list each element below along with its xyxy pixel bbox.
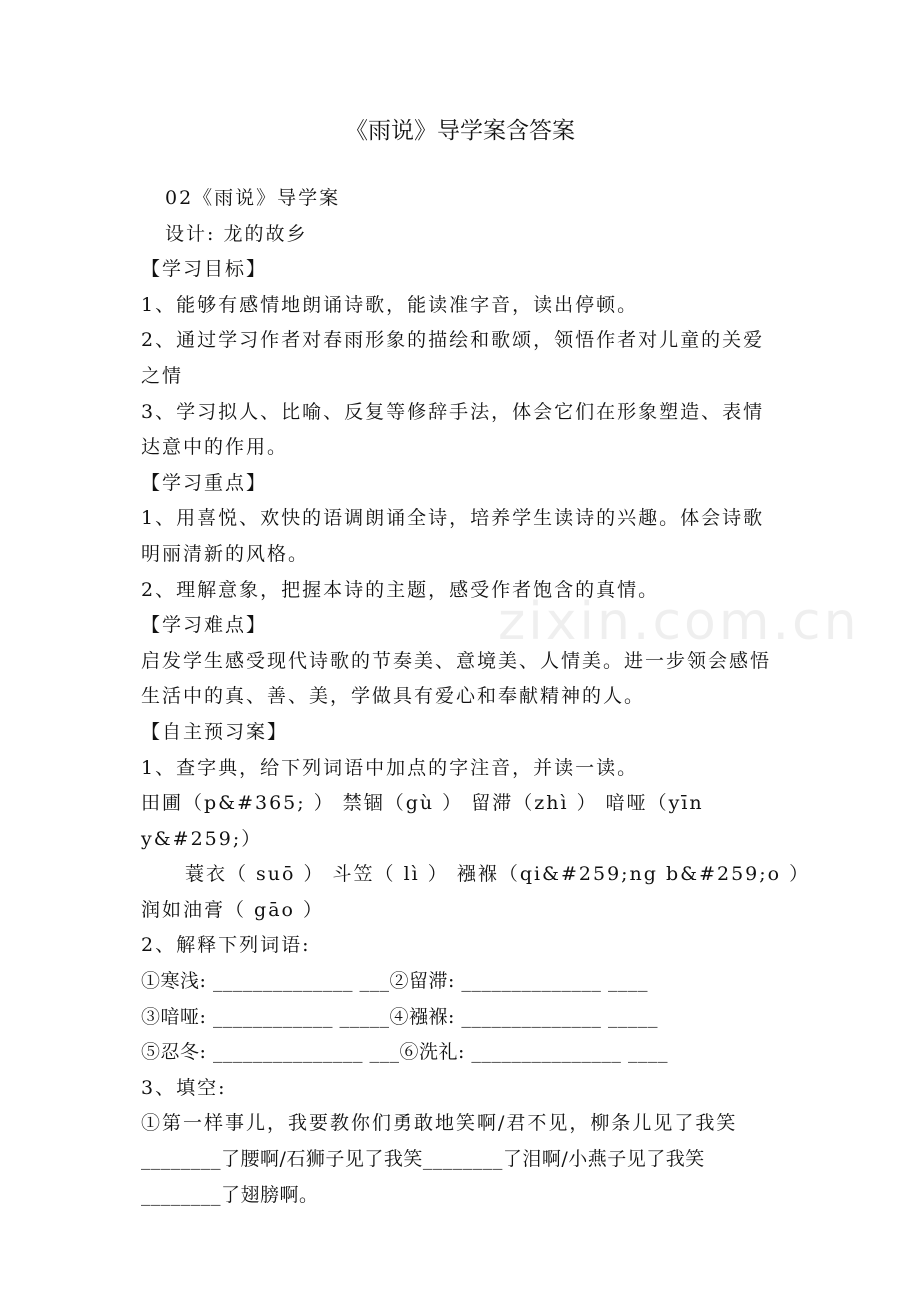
- watermark: zixin.com.cn: [498, 592, 860, 652]
- definition-blank-line: ①寒浅: ______________ ___②留滞: ______________ ____: [141, 970, 648, 993]
- pinyin-line-continuation: y&#259;）: [141, 827, 263, 850]
- fill-blank-line: ①第一样事儿，我要教你们勇敢地笑啊/君不见，柳条儿见了我笑: [141, 1112, 738, 1135]
- fill-blank-line: ________了翅膀啊。: [141, 1183, 319, 1206]
- objective-item: 2、通过学习作者对春雨形象的描绘和歌颂，领悟作者对儿童的关爱: [141, 329, 765, 352]
- pinyin-line: 田圃（p&#365; ） 禁锢（gù ） 留滞（zhì ） 喑哑（yīn: [141, 792, 704, 815]
- definition-blank-line: ⑤忍冬: _______________ ___⑥洗礼: _______________ ____: [141, 1041, 668, 1064]
- objective-item: 3、学习拟人、比喻、反复等修辞手法，体会它们在形象塑造、表情: [141, 400, 765, 423]
- definition-blank-line: ③喑哑: ____________ _____④襁褓: ______________ _____: [141, 1005, 658, 1028]
- section-heading-preview: 【自主预习案】: [141, 720, 289, 743]
- designer-line: 设计: 龙的故乡: [165, 222, 308, 245]
- key-point-item-continuation: 明丽清新的风格。: [141, 542, 310, 565]
- objective-item-continuation: 达意中的作用。: [141, 436, 289, 459]
- key-point-item: 1、用喜悦、欢快的语调朗诵全诗，培养学生读诗的兴趣。体会诗歌: [141, 507, 765, 530]
- difficulty-text: 启发学生感受现代诗歌的节奏美、意境美、人情美。进一步领会感悟: [141, 649, 772, 672]
- lesson-heading: 02《雨说》导学案: [165, 187, 341, 209]
- document-title: 《雨说》导学案含答案: [345, 118, 575, 144]
- section-heading-difficulties: 【学习难点】: [141, 614, 268, 637]
- difficulty-text-continuation: 生活中的真、善、美，学做具有爱心和奉献精神的人。: [141, 685, 646, 708]
- fill-blank-line: ________了腰啊/石狮子见了我笑________了泪啊/小燕子见了我笑: [141, 1148, 705, 1171]
- pinyin-line: 蓑衣（ suō ） 斗笠（ lì ） 襁褓（qi&#259;ng b&#259;o ）: [185, 863, 811, 886]
- key-point-item: 2、理解意象，把握本诗的主题，感受作者饱含的真情。: [141, 578, 660, 601]
- document-body: [141, 181, 811, 1213]
- section-heading-key-points: 【学习重点】: [141, 471, 268, 494]
- objective-item: 1、能够有感情地朗诵诗歌，能读准字音，读出停顿。: [141, 293, 639, 316]
- exercise-instruction: 2、解释下列词语:: [141, 934, 311, 957]
- exercise-instruction: 3、填空:: [141, 1076, 227, 1099]
- exercise-instruction: 1、查字典，给下列词语中加点的字注音，并读一读。: [141, 756, 639, 779]
- pinyin-line: 润如油膏（ gāo ）: [141, 898, 325, 921]
- objective-item-continuation: 之情: [141, 364, 184, 387]
- section-heading-objectives: 【学习目标】: [141, 258, 268, 281]
